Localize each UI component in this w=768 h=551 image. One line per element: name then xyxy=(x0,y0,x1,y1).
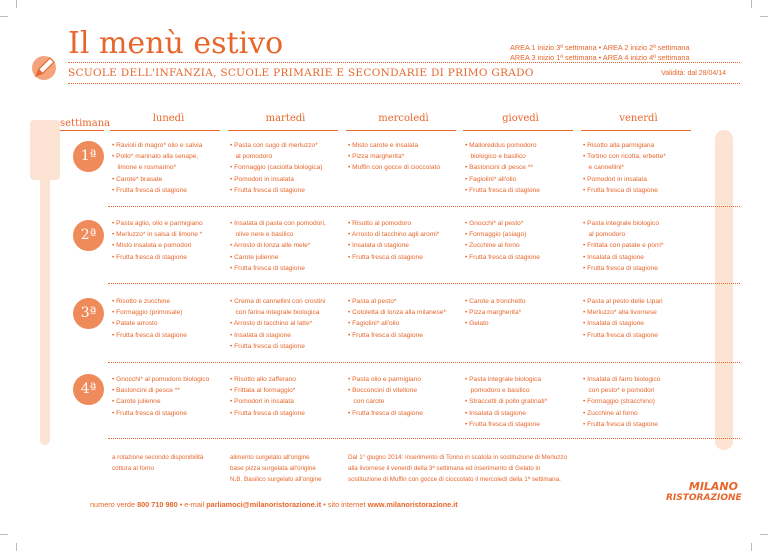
crop-mark xyxy=(16,0,17,8)
separator: • xyxy=(179,500,185,509)
legend-note: Dal 1° giugno 2014: inserimento di Tonno in scatola in sostituzione di Merluzzo xyxy=(348,454,568,461)
menu-item: • Pasta con sugo di merluzzo* xyxy=(230,142,318,149)
menu-item: • Pasta al pesto* xyxy=(348,298,397,305)
menu-item: • Pizza margherita* xyxy=(465,309,522,317)
menu-item: con pesto* e pomodori xyxy=(583,387,655,395)
menu-item: • Bastoncini di pesce ** xyxy=(465,164,533,172)
header-line xyxy=(110,130,220,131)
menu-item: • Bastoncini di pesce ** xyxy=(112,387,180,395)
menu-item: • Frutta fresca di stagione xyxy=(583,264,658,272)
menu-item: • Tortino con ricotta, erbette* xyxy=(583,153,666,161)
menu-cell-week4-monday xyxy=(112,374,226,419)
menu-cell-week1-monday xyxy=(112,140,226,196)
week-badge: 3ª xyxy=(73,298,104,329)
legend-item: base pizza surgelata all'origine xyxy=(230,465,316,472)
menu-item: • Frutta fresca di stagione xyxy=(112,409,187,417)
menu-cell-week4-friday xyxy=(583,374,697,430)
menu-item: • Frutta fresca di stagione xyxy=(583,186,658,194)
logo-line: MILANO xyxy=(688,480,738,493)
phone-number[interactable]: 800 710 980 xyxy=(137,500,178,509)
menu-item: • Gnocchi* al pesto* xyxy=(465,220,524,227)
menu-cell-week3-friday xyxy=(583,296,697,341)
menu-item: • Arrosto di tacchino al latte* xyxy=(230,320,313,328)
menu-cell-week2-thursday xyxy=(465,218,579,263)
day-header-tuesday: martedì xyxy=(265,113,306,124)
menu-item: • Frittata con patate e porri* xyxy=(583,242,664,250)
menu-item: • Straccetti di pollo gratinati* xyxy=(465,398,548,406)
legend-notes xyxy=(348,452,567,485)
menu-item: • Crema di cannellini con crostini xyxy=(230,298,326,305)
header-line xyxy=(60,130,104,131)
day-header-monday: lunedì xyxy=(152,113,185,124)
page-title: Il menù estivo xyxy=(68,26,284,61)
day-header-thursday: giovedì xyxy=(502,113,539,124)
menu-item: • Pollo* marinato alla senape, xyxy=(112,153,199,161)
menu-item: • Risotto alla parmigiana xyxy=(583,142,655,149)
week-column-header: settimana xyxy=(60,118,111,129)
phone-label: numero verde xyxy=(90,500,136,509)
menu-cell-week2-wednesday xyxy=(348,218,462,263)
menu-item: • Merluzzo* in salsa di limone * xyxy=(112,231,203,239)
site-label: sito internet xyxy=(327,500,366,509)
legend-symbols xyxy=(112,452,203,474)
menu-item: • Frutta fresca di stagione xyxy=(465,420,540,428)
validity-date: Validità: dal 28/04/14 xyxy=(661,70,726,77)
menu-cell-week1-thursday xyxy=(465,140,579,196)
row-separator xyxy=(108,438,740,439)
menu-cell-week2-tuesday xyxy=(230,218,344,274)
menu-item: • Carote* brasate xyxy=(112,175,163,183)
pencil-icon xyxy=(30,52,60,82)
menu-item: • Risotto e zucchine xyxy=(112,298,171,305)
fork-illustration xyxy=(30,120,60,180)
menu-item: • Formaggio (stracchino) xyxy=(583,398,655,406)
week-badge: 2ª xyxy=(73,220,104,251)
menu-item: • Insalata di farro biologico xyxy=(583,376,661,383)
header-line xyxy=(228,130,338,131)
menu-item: • Frutta fresca di stagione xyxy=(465,186,540,194)
header-line xyxy=(346,130,456,131)
menu-item: • Ravioli di magro* olio e salvia xyxy=(112,142,203,149)
menu-item: • Frutta fresca di stagione xyxy=(230,409,305,417)
menu-item: pomodoro e basilico xyxy=(465,387,530,395)
legend-note: sostituzione di Muffin con gocce di cioccolato il mercoledì della 1ª settimana. xyxy=(348,476,561,483)
menu-item: • Pasta aglio, olio e parmigiano xyxy=(112,220,203,227)
menu-cell-week3-thursday xyxy=(465,296,579,330)
menu-item: • Misto insalata e pomodori xyxy=(112,242,192,250)
header-line xyxy=(463,130,573,131)
milano-ristorazione-logo xyxy=(666,480,742,503)
day-header-wednesday: mercoledì xyxy=(378,113,429,124)
site-link[interactable]: www.milanoristorazione.it xyxy=(367,500,458,509)
area-line: AREA 3 inizio 1ª settimana • AREA 4 inizio 4ª settimana xyxy=(510,53,690,62)
menu-item: • Carote julienne xyxy=(230,253,279,261)
menu-item: • Frutta fresca di stagione xyxy=(112,253,187,261)
menu-cell-week4-tuesday xyxy=(230,374,344,419)
crop-mark xyxy=(0,534,8,535)
menu-item: • Frutta fresca di stagione xyxy=(583,420,658,428)
menu-cell-week3-tuesday xyxy=(230,296,344,352)
menu-item: • Formaggio (primosale) xyxy=(112,309,183,317)
menu-item: • Frutta fresca di stagione xyxy=(112,186,187,194)
menu-item: • Carote julienne xyxy=(112,398,161,406)
menu-cell-week4-thursday xyxy=(465,374,579,430)
menu-item: • Frittata al formaggio* xyxy=(230,387,296,395)
menu-item: • Insalata di stagione xyxy=(583,320,644,328)
crop-mark xyxy=(16,543,17,551)
menu-item: • Frutta fresca di stagione xyxy=(112,331,187,339)
menu-cell-week1-wednesday xyxy=(348,140,462,174)
menu-item: • Cotoletta di lonza alla milanese* xyxy=(348,309,446,317)
menu-item: con carote xyxy=(348,398,385,406)
menu-cell-week2-friday xyxy=(583,218,697,274)
crop-mark xyxy=(0,16,8,17)
menu-item: • Zucchine al forno xyxy=(465,242,520,250)
menu-item: • Muffin con gocce di cioccolato xyxy=(348,164,440,172)
menu-item: • Fagiolini* all'olio xyxy=(465,175,517,183)
legend-note: alla livornese il venerdì della 3ª settimana ed inserimento di Gelato in xyxy=(348,465,541,472)
divider xyxy=(68,83,740,84)
menu-item: • Zucchine al forno xyxy=(583,409,638,417)
menu-item: • Pomodori in insalata xyxy=(230,175,294,183)
menu-item: • Pizza margherita* xyxy=(348,153,405,161)
menu-item: • Malloreddus pomodoro xyxy=(465,142,537,149)
legend-item: N.B. Basilico surgelato all'origine xyxy=(230,476,322,483)
menu-cell-week3-monday xyxy=(112,296,226,341)
row-separator xyxy=(108,283,740,284)
legend-item: a rotazione secondo disponibilità xyxy=(112,454,204,461)
menu-item: • Frutta fresca di stagione xyxy=(230,342,305,350)
legend-item: cottura al forno xyxy=(112,465,155,472)
footer-contacts xyxy=(90,500,458,509)
menu-item: • Risotto al pomodoro xyxy=(348,220,412,227)
area-info xyxy=(510,43,690,63)
menu-item: • Pasta olio e parmigiano xyxy=(348,376,422,383)
menu-cell-week1-friday xyxy=(583,140,697,196)
menu-item: biologico e basilico xyxy=(465,153,526,161)
menu-cell-week3-wednesday xyxy=(348,296,462,341)
menu-item: • Pasta al pesto delle Lipari xyxy=(583,298,663,305)
legend-item: alimento surgelato all'origine xyxy=(230,454,310,461)
day-header-friday: venerdì xyxy=(619,113,658,124)
menu-item: • Bocconcini di vitellone xyxy=(348,387,418,395)
menu-item: • Insalata di stagione xyxy=(465,409,526,417)
menu-item: • Frutta fresca di stagione xyxy=(348,253,423,261)
legend-frozen xyxy=(230,452,322,485)
menu-item: • Risotto allo zafferano xyxy=(230,376,296,383)
logo-line: RISTORAZIONE xyxy=(666,493,742,503)
menu-item: • Formaggio (caciotta biologica) xyxy=(230,164,323,172)
menu-item: • Frutta fresca di stagione xyxy=(348,409,423,417)
menu-item: con farina integrale biologica xyxy=(230,309,320,317)
menu-item: • Insalata di pasta con pomodori, xyxy=(230,220,326,227)
menu-item: • Arrosto di lonza alle mele* xyxy=(230,242,311,250)
crop-mark xyxy=(751,0,752,8)
menu-item: • Frutta fresca di stagione xyxy=(465,253,540,261)
menu-item: al pomodoro xyxy=(230,153,273,161)
menu-item: • Frutta fresca di stagione xyxy=(230,186,305,194)
area-line: AREA 1 inizio 3ª settimana • AREA 2 inizio 2ª settimana xyxy=(510,43,690,52)
menu-cell-week4-wednesday xyxy=(348,374,462,419)
email-link[interactable]: parliamoci@milanoristorazione.it xyxy=(206,500,322,509)
menu-item: • Gelato xyxy=(465,320,489,328)
menu-item: olive nere e basilico xyxy=(230,231,294,239)
menu-item: • Insalata di stagione xyxy=(230,331,291,339)
menu-item: • Pasta integrale biologica xyxy=(465,376,541,383)
menu-item: al pomodoro xyxy=(583,231,626,239)
page-subtitle: SCUOLE DELL'INFANZIA, SCUOLE PRIMARIE E SECONDARIE DI PRIMO GRADO xyxy=(68,67,534,79)
crop-mark xyxy=(751,543,752,551)
knife-illustration xyxy=(715,130,733,450)
menu-item: • Gnocchi* al pomodoro biologico xyxy=(112,376,210,383)
menu-item: • Pasta integrale biologico xyxy=(583,220,659,227)
row-separator xyxy=(108,206,740,207)
menu-item: • Pomodori in insalata xyxy=(230,398,294,406)
menu-item: • Misto carote e insalata xyxy=(348,142,419,149)
menu-item: • Insalata di stagione xyxy=(583,253,644,261)
menu-item: e cannellini* xyxy=(583,164,625,172)
menu-item: • Insalata di stagione xyxy=(348,242,409,250)
menu-item: • Patate arrosto xyxy=(112,320,158,328)
row-separator xyxy=(108,362,740,363)
separator: • xyxy=(323,500,328,509)
menu-item: • Formaggio (asiago) xyxy=(465,231,527,239)
email-label: e-mail xyxy=(184,500,205,509)
menu-item: • Pomodori in insalata xyxy=(583,175,647,183)
menu-item: • Carote a tronchetto xyxy=(465,298,526,305)
crop-mark xyxy=(760,16,768,17)
menu-item: • Frutta fresca di stagione xyxy=(583,331,658,339)
menu-cell-week1-tuesday xyxy=(230,140,344,196)
menu-item: • Arrosto di tacchino agli aromi* xyxy=(348,231,440,239)
menu-item: limone e rosmarino* xyxy=(112,164,177,172)
header-line xyxy=(581,130,691,131)
menu-cell-week2-monday xyxy=(112,218,226,263)
crop-mark xyxy=(760,534,768,535)
menu-item: • Merluzzo* alla livornese xyxy=(583,309,657,317)
week-badge: 4ª xyxy=(73,374,104,405)
menu-item: • Fagiolini* all'olio xyxy=(348,320,400,328)
menu-item: • Frutta fresca di stagione xyxy=(348,331,423,339)
fork-illustration xyxy=(40,135,50,445)
week-badge: 1ª xyxy=(73,141,104,172)
menu-item: • Frutta fresca di stagione xyxy=(230,264,305,272)
